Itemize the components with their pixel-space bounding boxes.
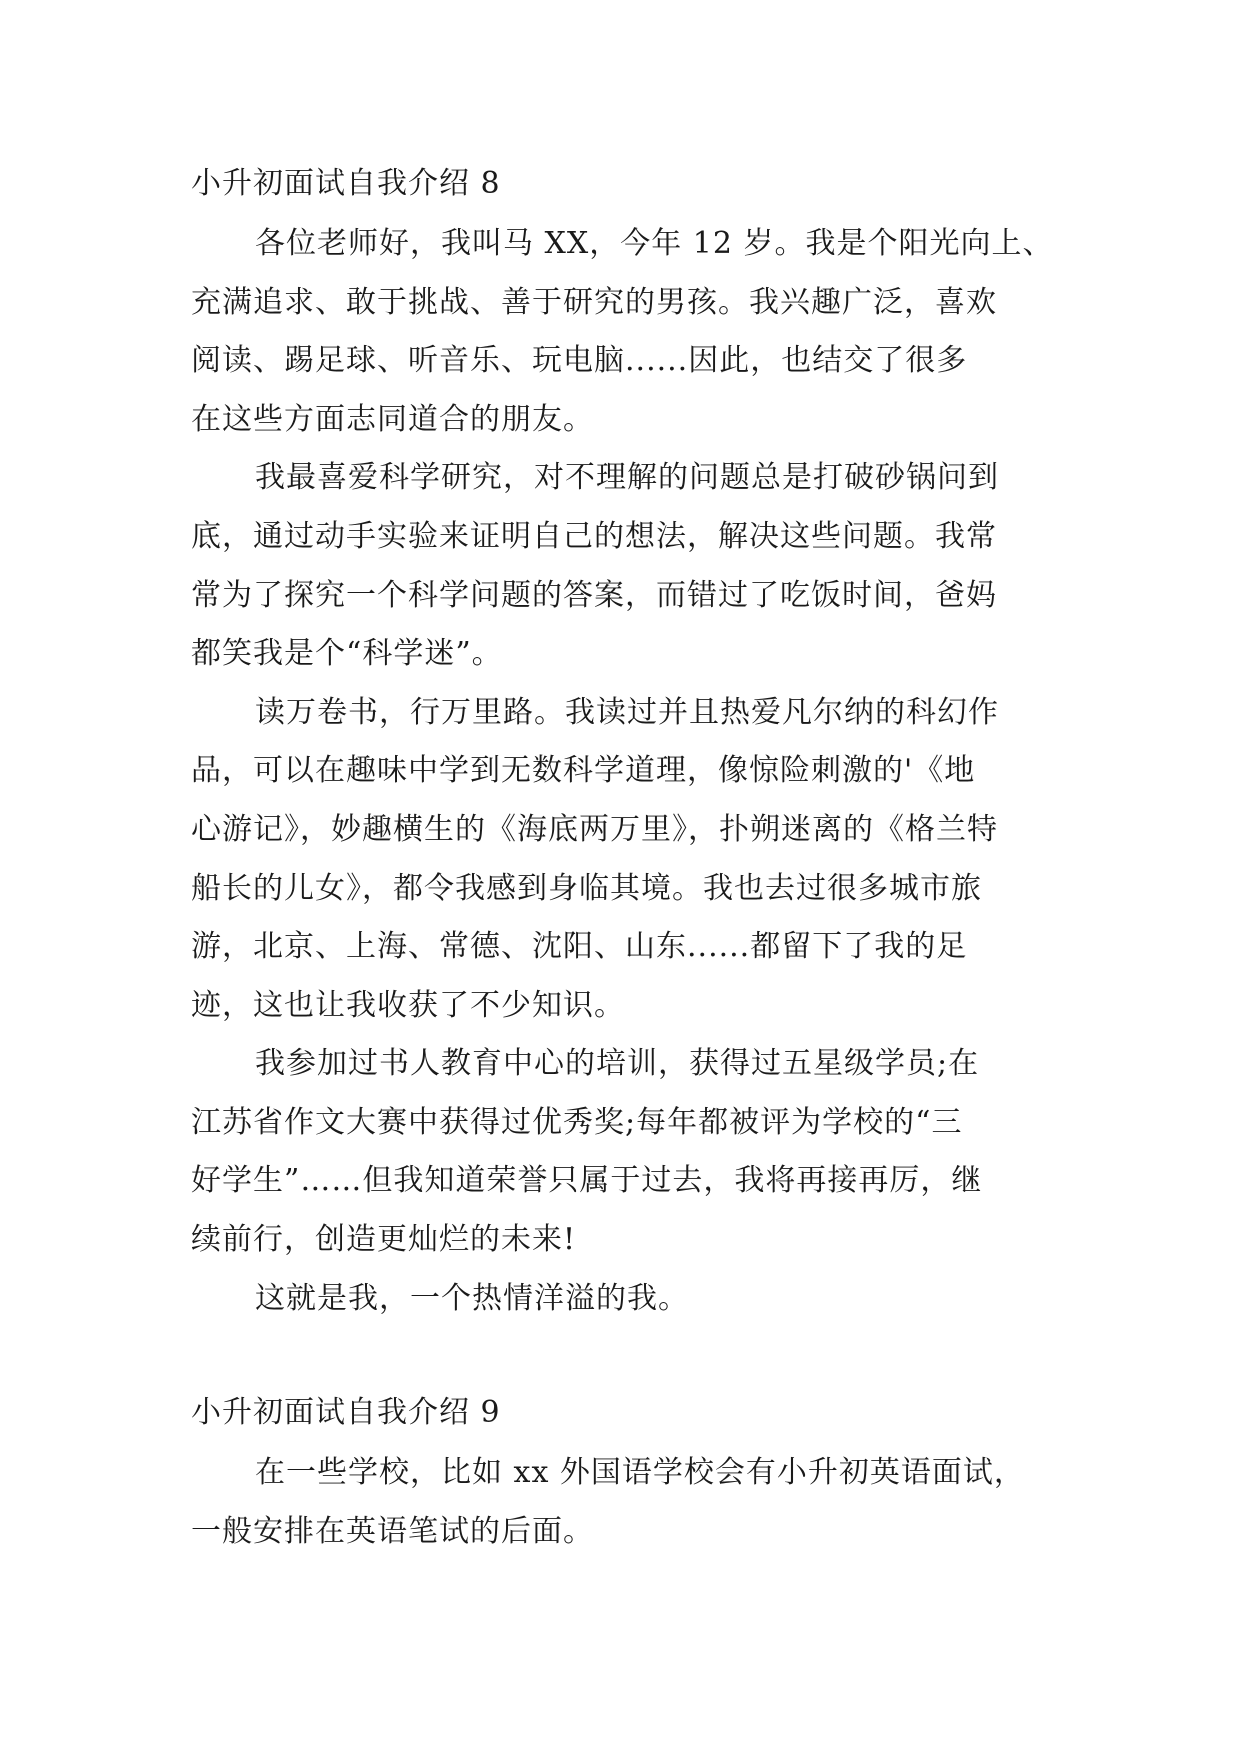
paragraph-line: 续前行，创造更灿烂的未来!	[191, 1222, 577, 1257]
paragraph-line: 充满追求、敢于挑战、善于研究的男孩。我兴趣广泛，喜欢	[191, 285, 997, 320]
paragraph-line: 在一些学校，比如 xx 外国语学校会有小升初英语面试，	[255, 1455, 1025, 1490]
paragraph-line: 阅读、踢足球、听音乐、玩电脑......因此，也结交了很多	[191, 343, 968, 378]
paragraph-line: 在这些方面志同道合的朋友。	[191, 402, 594, 437]
paragraph-line: 船长的儿女》，都令我感到身临其境。我也去过很多城市旅	[191, 871, 982, 906]
paragraph-line: 都笑我是个“科学迷”。	[191, 636, 503, 671]
paragraph-line: 读万卷书，行万里路。我读过并且热爱凡尔纳的科幻作	[255, 695, 999, 730]
paragraph-line: 各位老师好，我叫马 XX，今年 12 岁。我是个阳光向上、	[255, 226, 1054, 261]
paragraph-line: 心游记》，妙趣横生的《海底两万里》，扑朔迷离的《格兰特	[191, 812, 998, 847]
paragraph-line: 常为了探究一个科学问题的答案，而错过了吃饭时间，爸妈	[191, 578, 997, 613]
paragraph-line: 江苏省作文大赛中获得过优秀奖;每年都被评为学校的“三	[191, 1105, 963, 1140]
paragraph-line: 我最喜爱科学研究，对不理解的问题总是打破砂锅问到	[255, 460, 999, 495]
section-8-heading: 小升初面试自我介绍 8	[191, 166, 501, 201]
paragraph-line: 这就是我，一个热情洋溢的我。	[255, 1281, 689, 1316]
section-9-heading: 小升初面试自我介绍 9	[191, 1395, 501, 1430]
paragraph-line: 品，可以在趣味中学到无数科学道理，像惊险刺激的'《地	[191, 753, 976, 788]
paragraph-line: 我参加过书人教育中心的培训，获得过五星级学员;在	[255, 1046, 980, 1081]
paragraph-line: 游，北京、上海、常德、沈阳、山东......都留下了我的足	[191, 929, 968, 964]
paragraph-line: 底，通过动手实验来证明自己的想法，解决这些问题。我常	[191, 519, 997, 554]
paragraph-line: 好学生”……但我知道荣誉只属于过去，我将再接再厉，继	[191, 1163, 983, 1198]
paragraph-line: 一般安排在英语笔试的后面。	[191, 1514, 594, 1549]
paragraph-line: 迹，这也让我收获了不少知识。	[191, 988, 625, 1023]
